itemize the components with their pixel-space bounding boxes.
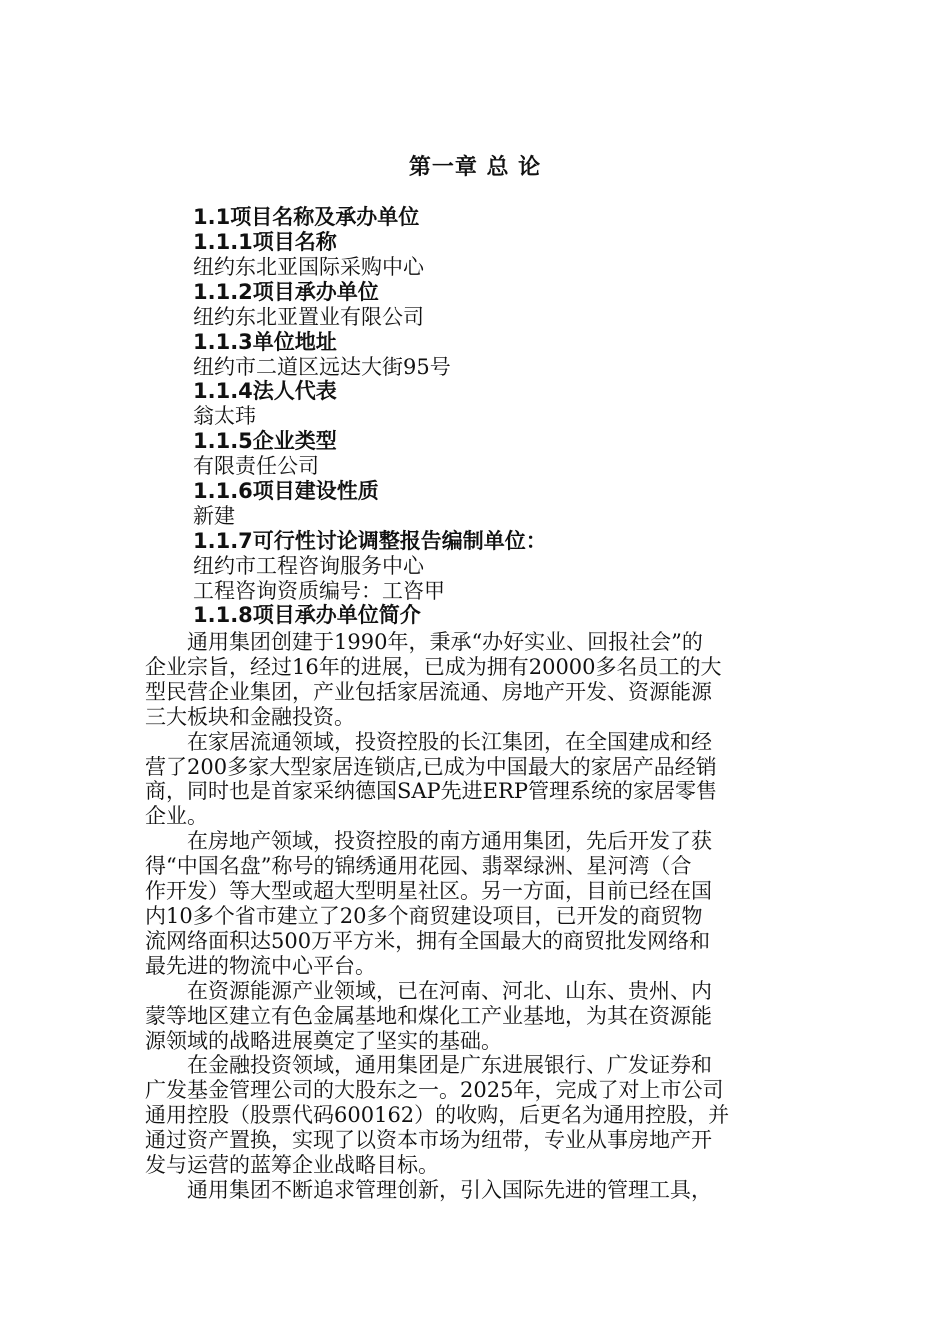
paragraph-6 xyxy=(145,1178,805,1203)
legal-representative: 翁太玮 xyxy=(193,404,256,429)
project-name: 纽约东北亚国际采购中心 xyxy=(193,255,424,279)
paragraph-line: 在房地产领域，投资控股的南方通用集团，先后开发了获 xyxy=(187,829,712,854)
heading-1-1-2: 1.1.2项目承办单位 xyxy=(193,279,379,304)
paragraph-line: 蒙等地区建立有色金属基地和煤化工产业基地，为其在资源能 xyxy=(145,1003,712,1028)
paragraph-5 xyxy=(145,1053,805,1178)
paragraph-3 xyxy=(145,829,805,978)
heading-1-1-4: 1.1.4法人代表 xyxy=(193,379,337,404)
company-profile xyxy=(145,630,805,1203)
paragraph-line: 作开发）等大型或超大型明星社区。另一方面，目前已经在国 xyxy=(145,879,712,904)
paragraph-line: 企业宗旨，经过16年的进展，已成为拥有20000多名员工的大 xyxy=(145,654,722,679)
paragraph-2 xyxy=(145,730,805,830)
paragraph-1 xyxy=(145,630,805,730)
paragraph-line: 发与运营的蓝筹企业战略目标。 xyxy=(145,1153,439,1178)
heading-1-1-8: 1.1.8项目承办单位简介 xyxy=(193,603,421,628)
enterprise-type: 有限责任公司 xyxy=(193,454,319,479)
paragraph-line: 通用控股（股票代码600162）的收购，后更名为通用控股，并 xyxy=(145,1103,730,1128)
construction-nature: 新建 xyxy=(193,503,235,528)
paragraph-line: 通过资产置换，实现了以资本市场为纽带，专业从事房地产开 xyxy=(145,1128,712,1153)
paragraph-line: 营了200多家大型家居连锁店,已成为中国最大的家居产品经销 xyxy=(145,754,717,779)
paragraph-line: 在家居流通领域，投资控股的长江集团，在全国建成和经 xyxy=(187,729,712,754)
paragraph-line: 源领域的战略进展奠定了坚实的基础。 xyxy=(145,1028,502,1053)
heading-1-1-5: 1.1.5企业类型 xyxy=(193,429,337,454)
paragraph-line: 得“中国名盘”称号的锦绣通用花园、翡翠绿洲、星河湾（合 xyxy=(145,854,692,879)
qualification-number: 工程咨询资质编号：工咨甲 xyxy=(193,578,445,603)
paragraph-line: 通用集团不断追求管理创新，引入国际先进的管理工具， xyxy=(187,1177,712,1202)
heading-1-1-6: 1.1.6项目建设性质 xyxy=(193,478,379,503)
paragraph-line: 三大板块和金融投资。 xyxy=(145,704,355,729)
paragraph-line: 流网络面积达500万平方米，拥有全国最大的商贸批发网络和 xyxy=(145,928,711,953)
paragraph-line: 通用集团创建于1990年，秉承“办好实业、回报社会”的 xyxy=(187,630,703,654)
paragraph-line: 在资源能源产业领域，已在河南、河北、山东、贵州、内 xyxy=(187,978,712,1003)
chapter-title: 第一章 总 论 xyxy=(408,155,542,180)
unit-address: 纽约市二道区远达大街95号 xyxy=(193,354,451,379)
paragraph-4 xyxy=(145,979,805,1054)
paragraph-line: 内10多个省市建立了20多个商贸建设项目，已开发的商贸物 xyxy=(145,903,703,928)
heading-1-1-1: 1.1.1项目名称 xyxy=(193,230,337,254)
heading-1-1: 1.1项目名称及承办单位 xyxy=(193,205,420,229)
paragraph-line: 商，同时也是首家采纳德国SAP先进ERP管理系统的家居零售 xyxy=(145,779,717,804)
sponsor-unit: 纽约东北亚置业有限公司 xyxy=(193,304,424,329)
report-compiler: 纽约市工程咨询服务中心 xyxy=(193,553,424,578)
heading-1-1-3: 1.1.3单位地址 xyxy=(193,329,337,354)
section-outline xyxy=(193,205,853,628)
paragraph-line: 型民营企业集团，产业包括家居流通、房地产开发、资源能源 xyxy=(145,679,712,704)
paragraph-line: 在金融投资领域，通用集团是广东进展银行、广发证券和 xyxy=(187,1053,712,1078)
paragraph-line: 企业。 xyxy=(145,804,208,829)
paragraph-line: 最先进的物流中心平台。 xyxy=(145,953,376,978)
heading-1-1-7: 1.1.7可行性讨论调整报告编制单位： xyxy=(193,528,547,553)
paragraph-line: 广发基金管理公司的大股东之一。2025年，完成了对上市公司 xyxy=(145,1078,724,1103)
